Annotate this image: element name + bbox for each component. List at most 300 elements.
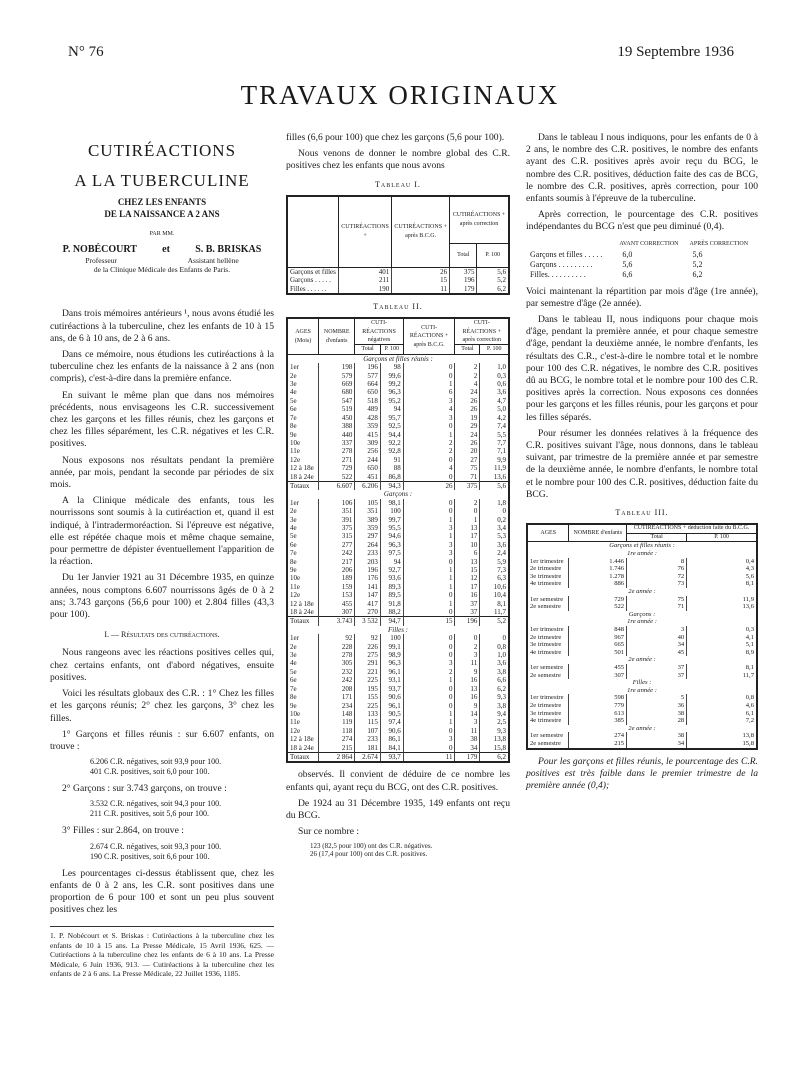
table-cell: 225: [355, 702, 381, 710]
table-cell: 0: [455, 634, 480, 642]
table-cell: 226: [355, 643, 381, 651]
table-row: [287, 668, 509, 676]
table-cell: 7,7: [480, 439, 509, 447]
table-cell: 4e: [290, 523, 297, 532]
table-cell: 2 864: [319, 752, 355, 762]
table-group-label: Filles :: [632, 679, 652, 687]
table-cell: 37: [455, 608, 480, 617]
table-cell: 118: [319, 727, 355, 735]
table-cell: 11,7: [687, 672, 757, 680]
table-row: [287, 693, 509, 701]
table-cell: 37: [627, 672, 687, 680]
table-cell: 76: [627, 565, 687, 573]
table-1-caption: Tableau I.: [375, 179, 421, 189]
table-cell: 522: [319, 473, 355, 482]
table-cell: 4e trimestre: [530, 580, 562, 588]
table-cell: 96,3: [380, 541, 403, 549]
table-cell: 1: [403, 566, 455, 574]
table-cell: 89,5: [380, 591, 403, 599]
table-cell: 501: [569, 649, 627, 657]
table-cell: 14: [455, 710, 480, 718]
table-cell: 13: [455, 524, 480, 532]
table-cell: 669: [319, 380, 355, 388]
table-cell: 92,2: [380, 439, 403, 447]
table-group-heading: [287, 626, 509, 634]
table-cell: 26: [455, 439, 480, 447]
table-cell: Garçons . . . . .: [290, 276, 331, 285]
table-cell: 90,5: [380, 710, 403, 718]
table-row: [287, 541, 509, 549]
table-1-body: [287, 267, 509, 294]
table-cell: 3e trimestre: [530, 572, 562, 580]
list-item: 123 (82,5 pour 100) ont des C.R. négatives.: [310, 842, 433, 851]
table-cell: 4,2: [480, 414, 509, 422]
table-cell: 967: [569, 634, 627, 642]
table-cell: 38: [627, 710, 687, 718]
table-cell: 0: [403, 499, 455, 507]
table-group-label: Garçons et filles réunis :: [609, 542, 675, 550]
par-label: PAR MM.: [149, 231, 175, 237]
table-cell: 176: [355, 574, 381, 582]
table-cell: 10e: [290, 709, 301, 718]
table-header: AGES: [527, 524, 569, 542]
table-cell: 9,4: [480, 710, 509, 718]
table-cell: 36: [627, 702, 687, 710]
table-row: [287, 718, 509, 726]
table-cell: 0: [403, 591, 455, 599]
summary-body: [526, 250, 758, 280]
table-cell: 12 à 18e: [290, 599, 314, 608]
table-cell: 6,1: [687, 710, 757, 718]
table-cell: 99,1: [380, 643, 403, 651]
table-cell: 401: [338, 267, 391, 276]
table-cell: 0,4: [687, 558, 757, 566]
table-header: CUTIRÉACTIONS + après correction: [450, 196, 509, 243]
table-cell: 24: [455, 388, 480, 396]
table-cell: 10: [455, 541, 480, 549]
table-cell: 6,2: [480, 685, 509, 693]
table-header: APRÈS CORRECTION: [689, 240, 749, 247]
table-row: [287, 685, 509, 693]
table-row: [287, 447, 509, 455]
footnote: 1. P. Nobécourt et S. Briskas : Cutiréactions à la tuberculine chez les enfants de 10 à 15 ans. La Presse Médicale, 15 Avril 1936, 625. — Cutiréactions à la tuberculine chez les enfants de 6 à 10 ans. La Presse Médicale, 6 Juin 1936, 913. — Cutiréactions à la tuberculine chez les enfants de 2 à 6 ans. La Presse Médicale, 22 Juillet 1936, 1185.: [50, 926, 274, 979]
table-cell: 189: [319, 574, 355, 582]
table-header: CUTIRÉACTIONS + déduction faite du B.C.G.: [627, 524, 757, 533]
table-cell: 196: [455, 617, 480, 626]
table-cell: 2e semestre: [530, 671, 561, 679]
table-cell: 34: [455, 744, 480, 753]
paragraph: 3° Filles : sur 2.864, on trouve :: [62, 825, 184, 837]
table-cell: 309: [355, 439, 381, 447]
paragraph: Nous rangeons avec les réactions positives celles qui, chez certains enfants, ont d'abord négatives, ensuite positives.: [50, 647, 274, 683]
table-cell: 1er: [290, 363, 299, 372]
table-cell: 181: [355, 744, 381, 753]
table-cell: 7,2: [687, 717, 757, 725]
table-row: [527, 641, 757, 649]
table-cell: 9: [455, 702, 480, 710]
table-cell: 171: [319, 693, 355, 701]
table-cell: 12e: [290, 455, 301, 464]
table-row: [287, 456, 509, 464]
table-cell: 96,1: [380, 668, 403, 676]
table-cell: 351: [355, 507, 381, 515]
table-cell: 3: [627, 626, 687, 634]
table-cell: 5,6: [687, 573, 757, 581]
table-cell: 12e: [290, 591, 301, 600]
table-cell: 1: [403, 574, 455, 582]
table-cell: 3,6: [480, 541, 509, 549]
table-cell: 73: [627, 580, 687, 588]
table-cell: 196: [355, 566, 381, 574]
paragraph: Dans le tableau I nous indiquons, pour les enfants de 0 à 2 ans, le nombre des C.R. positives, le nombre des enfants ayant des C.R. positives après avoir reçu du BCG, le nombre des C.R. positives, déduction faite des cas de BCG, le nombre des C.R. positives, après correction, pour 100 enfants soumis à l'épreuve de la tuberculine.: [526, 132, 758, 205]
table-cell: 86,1: [380, 735, 403, 743]
table-cell: 94: [380, 405, 403, 413]
table-cell: 72: [627, 573, 687, 581]
table-cell: 3,6: [480, 659, 509, 667]
issue-date: 19 Septembre 1936: [617, 44, 734, 60]
table-cell: 141: [355, 583, 381, 591]
table-cell: 107: [355, 727, 381, 735]
table-cell: 1er semestre: [530, 595, 564, 603]
table-cell: 3e trimestre: [530, 641, 562, 649]
table-cell: 2e trimestre: [530, 565, 562, 573]
table-cell: Garçons et filles . . . . .: [530, 249, 603, 259]
author-1: P. NOBÉCOURT: [62, 244, 137, 256]
table-cell: 96,3: [380, 659, 403, 667]
table-cell: 105: [355, 499, 381, 507]
paragraph: Les pourcentages ci-dessus établissent que, chez les enfants de 0 à 2 ans, les C.R. sont positives dans une proportion de 6 pour 100 et sont un peu plus souvent positives chez les: [50, 867, 274, 916]
table-cell: 0: [403, 651, 455, 659]
table-cell: 211: [338, 276, 391, 284]
table-cell: 7,1: [480, 447, 509, 455]
table-cell: 415: [355, 431, 381, 439]
table-cell: 3e: [290, 380, 297, 389]
table-header: Total: [455, 345, 480, 354]
correction-summary-table: [526, 238, 758, 280]
table-row: [287, 516, 509, 524]
table-row: [527, 740, 757, 749]
table-cell: 5,2: [692, 259, 703, 269]
table-group-label: 2e année :: [628, 588, 656, 596]
table-cell: 3: [403, 414, 455, 422]
table-cell: 2e semestre: [530, 739, 561, 747]
table-cell: 18 à 24e: [290, 608, 314, 617]
table-header: CUTI-RÉACTIONS + après B.C.G.: [403, 318, 455, 354]
table-cell: 2e: [290, 642, 297, 651]
table-cell: 0: [403, 473, 455, 482]
table-cell: 15: [403, 617, 455, 626]
table-group-heading: [527, 618, 757, 626]
table-cell: 26: [392, 267, 450, 276]
table-cell: 10e: [290, 574, 301, 583]
table-cell: 91,8: [380, 600, 403, 608]
table-cell: 3: [403, 541, 455, 549]
table-cell: 6,6: [480, 676, 509, 684]
table-row: [527, 672, 757, 680]
article-title-line-1: CUTIRÉACTIONS: [87, 141, 237, 160]
table-cell: 24: [455, 431, 480, 439]
table-cell: 547: [319, 397, 355, 405]
table-cell: 11e: [290, 718, 300, 727]
table-row: [287, 276, 509, 284]
table-row: [287, 634, 509, 642]
table-header: [526, 238, 618, 250]
table-group-label: 1re année :: [627, 686, 657, 694]
table-cell: 179: [450, 285, 477, 294]
paragraph: 2° Garçons : sur 3.743 garçons, on trouve :: [62, 783, 227, 795]
table-row: [287, 566, 509, 574]
table-row: [287, 439, 509, 447]
table-cell: 228: [319, 643, 355, 651]
table-cell: 5,6: [480, 481, 509, 490]
table-row: [527, 565, 757, 573]
table-cell: 2,4: [480, 549, 509, 557]
table-cell: 11,9: [480, 464, 509, 472]
table-cell: 12e: [290, 726, 301, 735]
table-cell: 37: [627, 664, 687, 672]
table-cell: 3,8: [480, 702, 509, 710]
table-cell: 18 à 24e: [290, 743, 314, 752]
paragraph: Pour résumer les données relatives à la fréquence des C.R. positives suivant l'âge, nous donnons, dans le tableau suivant, par trimestre de la première année et par semestre de la deuxième année, le nombre d'enfants, le nombre total et le nombre pour 100 des C.R. positives, déduction faite du BCG.: [526, 427, 758, 500]
table-cell: 93,7: [380, 685, 403, 693]
table-row: [527, 558, 757, 566]
table-cell: 0: [403, 727, 455, 735]
table-row: [527, 694, 757, 702]
table-cell: 40: [627, 634, 687, 642]
table-header: P. 100: [477, 243, 509, 267]
table-row: [287, 414, 509, 422]
table-cell: 274: [319, 735, 355, 743]
table-cell: 242: [319, 676, 355, 684]
table-cell: 6.206: [355, 481, 381, 490]
table-cell: 3 532: [355, 617, 381, 626]
table-cell: 0,3: [480, 372, 509, 380]
table-cell: 95,5: [380, 524, 403, 532]
table-cell: 455: [569, 664, 627, 672]
table-cell: 7e: [290, 413, 297, 422]
paragraph: Dans le tableau II, nous indiquons pour chaque mois d'âge, pendant la première année, et pour chaque semestre d'âge, pendant la deuxième année, le nombre d'enfants, les résultats des C.R., c'est-à-dire le nombre total et le nombre pour 100 des C.R. négatives, le nombre des C.R. positives dû au BCG, le nombre total et le nombre pour 100 des C.R. positives après la correction. Nous exposons ces données pour les garçons et les filles réunis, pour les garçons et pour les filles séparés.: [526, 314, 758, 423]
table-2: [286, 317, 510, 763]
table-cell: 5e: [290, 532, 297, 541]
table-cell: 7,4: [480, 422, 509, 430]
table-cell: 0: [403, 608, 455, 617]
affiliations: [50, 256, 274, 265]
table-cell: 12: [455, 574, 480, 582]
table-cell: 3: [455, 718, 480, 726]
table-cell: 375: [455, 481, 480, 490]
table-row: [287, 574, 509, 582]
table-cell: 4,1: [687, 634, 757, 642]
table-cell: 203: [355, 558, 381, 566]
table-cell: 1: [403, 600, 455, 608]
table-cell: 391: [319, 516, 355, 524]
table-cell: 1,0: [480, 363, 509, 371]
list-item: 401 C.R. positives, soit 6,0 pour 100.: [90, 767, 210, 777]
table-header: P. 100: [480, 345, 509, 354]
table-row: [287, 405, 509, 413]
table-row: [287, 549, 509, 557]
table-cell: 6e: [290, 676, 297, 685]
table-row: [287, 735, 509, 743]
table-cell: 579: [319, 372, 355, 380]
table-cell: 12 à 18e: [290, 735, 314, 744]
table-cell: 5,2: [480, 617, 509, 626]
table-cell: 91: [380, 456, 403, 464]
table-2-body: [287, 354, 509, 762]
table-cell: 1: [403, 676, 455, 684]
table-cell: 16: [455, 693, 480, 701]
table-cell: 0: [455, 507, 480, 515]
table-cell: 2: [403, 447, 455, 455]
table-group-label: 2e année :: [628, 656, 656, 664]
table-cell: 92,7: [380, 566, 403, 574]
table-cell: 650: [355, 388, 381, 396]
table-group-heading: [527, 611, 757, 619]
table-cell: 4e: [290, 388, 297, 397]
table-cell: 278: [319, 651, 355, 659]
table-cell: 11,9: [687, 596, 757, 604]
table-cell: 4,7: [480, 397, 509, 405]
table-cell: 2e: [290, 507, 297, 516]
table-cell: 0,8: [480, 643, 509, 651]
table-cell: 88: [380, 464, 403, 472]
table-cell: 97,4: [380, 718, 403, 726]
table-cell: 92,8: [380, 447, 403, 455]
table-cell: 11,7: [480, 608, 509, 617]
table-header: CUTI-RÉACTIONS négatives: [355, 318, 403, 345]
table-cell: 0: [403, 693, 455, 701]
table-cell: 1er semestre: [530, 663, 564, 671]
table-cell: 1er trimestre: [530, 694, 564, 702]
table-cell: 307: [569, 672, 627, 680]
table-row: [287, 710, 509, 718]
paragraph: Dans ce mémoire, nous étudions les cutiréactions à la tuberculine chez les enfants de la naissance à 2 ans (non compris), c'est-à-dire dans la première enfance.: [50, 349, 274, 385]
table-row: [527, 717, 757, 725]
list-item: 190 C.R. positives, soit 6,6 pour 100.: [90, 851, 210, 861]
paragraph: Voici les résultats globaux des C.R. : 1° Chez les filles et les garçons réunis; 2° chez les garçons, 3° chez les filles.: [50, 688, 274, 724]
table-cell: 1er trimestre: [530, 557, 564, 565]
table-cell: 98: [380, 363, 403, 371]
table-cell: 6,2: [477, 285, 509, 294]
table-cell: 0: [403, 643, 455, 651]
table-cell: 13,6: [480, 473, 509, 482]
table-group-heading: [527, 550, 757, 558]
table-group-heading: [527, 687, 757, 695]
table-row: [287, 558, 509, 566]
bcg-list: [310, 842, 510, 858]
table-cell: 96,3: [380, 388, 403, 396]
table-cell: 0: [403, 363, 455, 371]
table-cell: 2e semestre: [530, 603, 561, 611]
table-cell: 94,7: [380, 617, 403, 626]
table-row: [527, 634, 757, 642]
table-group-label: Garçons :: [628, 610, 656, 618]
table-row: [287, 591, 509, 599]
table-cell: 15,8: [687, 740, 757, 749]
table-cell: 8e: [290, 422, 297, 431]
table-cell: 1: [403, 516, 455, 524]
table-cell: 0: [403, 634, 455, 642]
table-cell: 665: [569, 641, 627, 649]
table-row: [287, 473, 509, 482]
paragraph: A la Clinique médicale des enfants, tous les nourrissons sont soumis à la cutiréaction et, quand il est indiqué, à l'intradermoréaction. Si l'épreuve est négative, elle est répétée chaque mois et même chaque semaine, pour permettre de dépister éventuellement l'apparition de la réaction.: [50, 495, 274, 568]
table-cell: 3: [403, 549, 455, 557]
table-cell: 100: [380, 634, 403, 642]
table-cell: 97,5: [380, 549, 403, 557]
table-row: [526, 260, 758, 270]
table-cell: Garçons et filles: [290, 267, 336, 276]
table-cell: 1.446: [569, 558, 627, 566]
table-cell: 450: [319, 414, 355, 422]
table-cell: 2: [403, 439, 455, 447]
table-cell: 1: [403, 718, 455, 726]
paragraph: Nous venons de donner le nombre global des C.R. positives chez les enfants que nous avons: [286, 148, 510, 172]
table-row: [287, 532, 509, 540]
table-cell: 90,6: [380, 727, 403, 735]
table-cell: 1: [403, 380, 455, 388]
table-cell: 159: [319, 583, 355, 591]
table-cell: 680: [319, 388, 355, 396]
table-cell: 9e: [290, 430, 297, 439]
table-header: [287, 196, 338, 268]
table-cell: 13,8: [480, 735, 509, 743]
table-3-caption: Tableau III.: [615, 508, 669, 518]
table-cell: 9,9: [480, 456, 509, 464]
table-cell: 26: [455, 405, 480, 413]
table-cell: 5,3: [480, 532, 509, 540]
paragraph: De 1924 au 31 Décembre 1935, 149 enfants ont reçu du BCG.: [286, 797, 510, 821]
table-cell: 1er trimestre: [530, 626, 564, 633]
table-cell: 11: [392, 285, 450, 294]
table-row: [287, 481, 509, 490]
table-cell: 522: [569, 603, 627, 611]
table-cell: 3,4: [480, 524, 509, 532]
table-header: NOMBRE d'enfants: [569, 524, 627, 542]
table-cell: 0,3: [687, 626, 757, 634]
table-cell: 38: [455, 735, 480, 743]
table-cell: 148: [319, 710, 355, 718]
table-cell: 375: [450, 267, 477, 276]
table-cell: 1er: [290, 634, 299, 643]
table-row: [527, 702, 757, 710]
table-cell: 5,6: [477, 267, 509, 276]
table-cell: 94,4: [380, 431, 403, 439]
table-cell: 232: [319, 668, 355, 676]
table-cell: 0: [480, 634, 509, 642]
result-list: [90, 799, 274, 819]
table-row: [527, 596, 757, 604]
paragraph: Dans trois mémoires antérieurs ¹, nous avons étudié les cutiréactions à la tuberculine, chez les enfants de 10 à 15 ans, de 6 à 10 ans, de 2 à 6 ans.: [50, 308, 274, 344]
table-cell: 93,6: [380, 574, 403, 582]
table-group-label: Filles :: [387, 625, 409, 634]
table-row: [287, 388, 509, 396]
table-cell: 388: [319, 422, 355, 430]
table-row: [287, 363, 509, 371]
paragraph: observés. Il convient de déduire de ce nombre les enfants qui, ayant reçu du BCG, ont des C.R. positives.: [286, 769, 510, 793]
table-cell: 2: [455, 363, 480, 371]
table-cell: 6: [403, 388, 455, 396]
table-cell: 1: [455, 516, 480, 524]
table-cell: 5,1: [687, 641, 757, 649]
table-cell: 242: [319, 549, 355, 557]
table-cell: 848: [569, 626, 627, 634]
table-cell: 489: [355, 405, 381, 413]
table-cell: 11: [455, 727, 480, 735]
table-cell: 0: [403, 558, 455, 566]
table-cell: 195: [355, 685, 381, 693]
table-group-heading: [287, 354, 509, 363]
table-cell: 94,6: [380, 532, 403, 540]
